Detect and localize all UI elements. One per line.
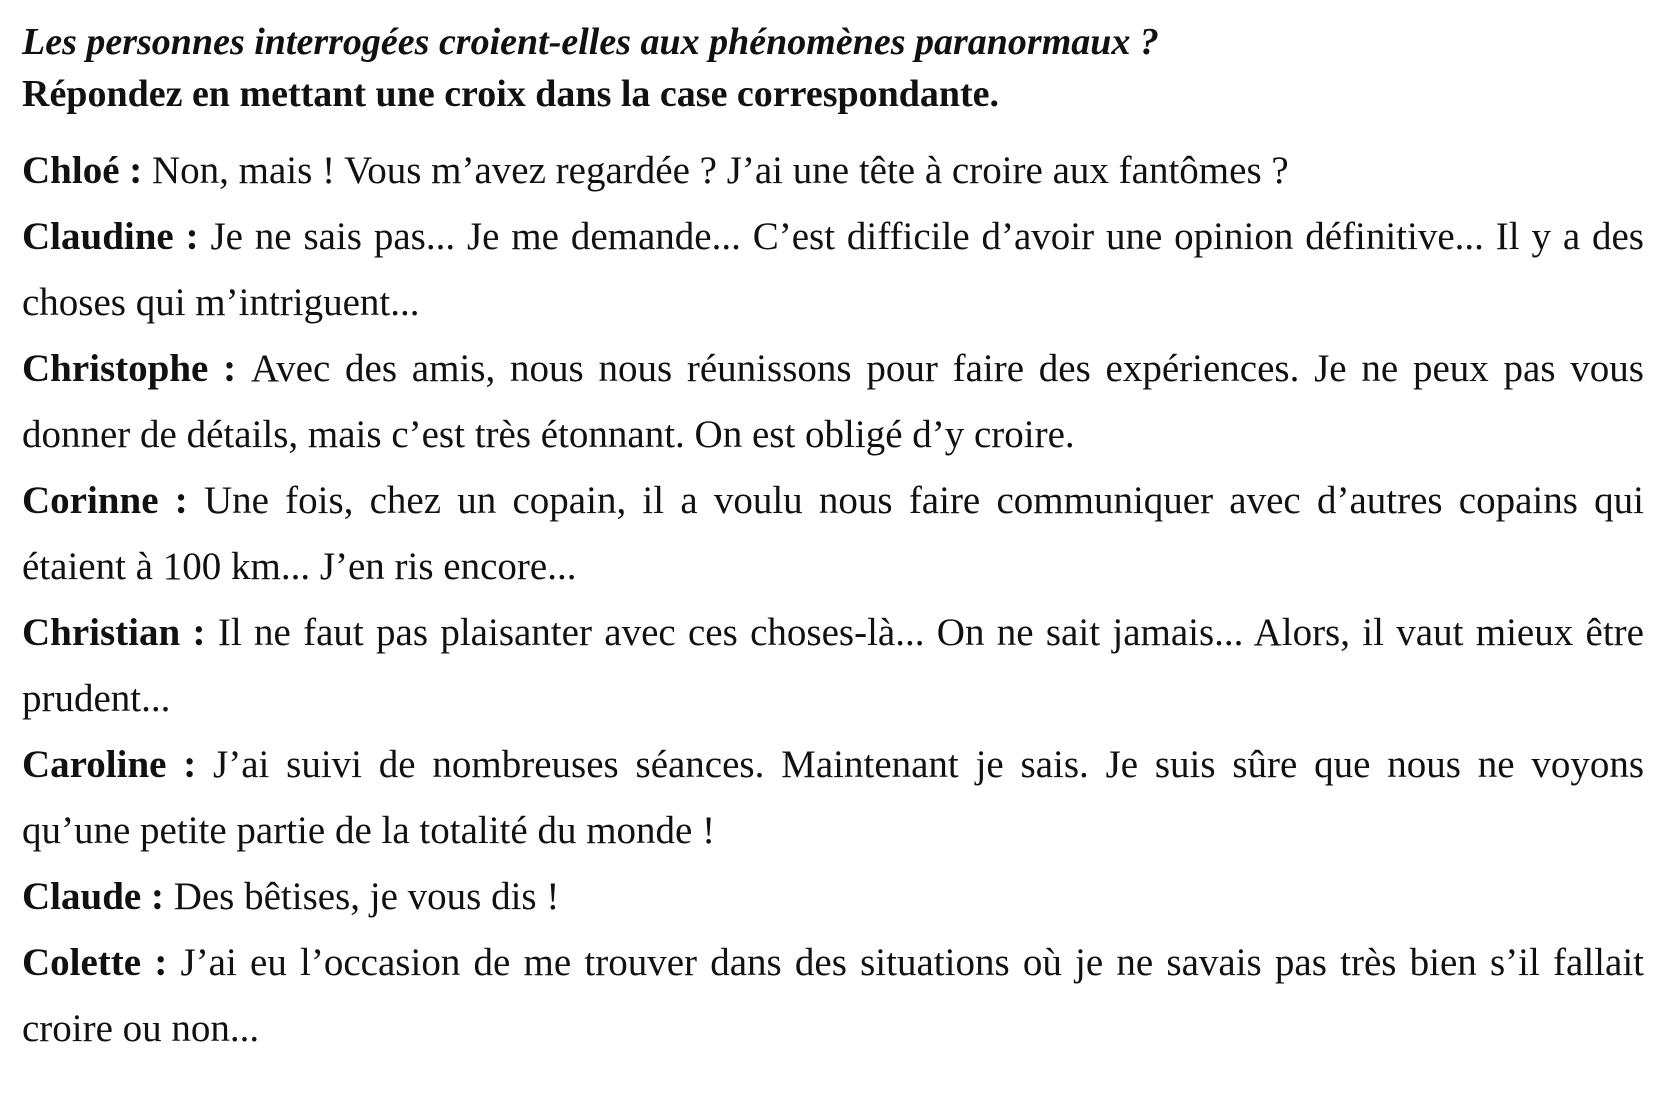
dialogue-entry-caroline <box>22 732 1644 864</box>
document-page <box>22 16 1644 1062</box>
speaker-text: Une fois, chez un copain, il a voulu nous faire communiquer avec d’autres copains qui étaient à 100 km... J’en ris encore... <box>22 479 1644 588</box>
speaker-text: J’ai eu l’occasion de me trouver dans des situations où je ne savais pas très bien s’il fallait croire ou non... <box>22 941 1644 1050</box>
dialogue-entry-christian <box>22 600 1644 732</box>
speaker-name: Colette <box>22 941 142 984</box>
speaker-name: Christophe <box>22 347 209 390</box>
speaker-name: Claudine <box>22 215 174 258</box>
dialogue-entry-christophe <box>22 336 1644 468</box>
speaker-name: Caroline <box>22 743 167 786</box>
speaker-separator: : <box>141 875 174 918</box>
speaker-separator: : <box>119 149 152 192</box>
speaker-separator: : <box>141 941 181 984</box>
speaker-separator: : <box>166 743 214 786</box>
dialogue-entry-chloe <box>22 138 1644 204</box>
speaker-text: Il ne faut pas plaisanter avec ces choses-là... On ne sait jamais... Alors, il vaut mieux être prudent... <box>22 611 1644 720</box>
speaker-name: Corinne <box>22 479 159 522</box>
dialogue-list <box>22 138 1644 1062</box>
speaker-separator: : <box>208 347 251 390</box>
speaker-separator: : <box>180 611 218 654</box>
speaker-text: Avec des amis, nous nous réunissons pour faire des expériences. Je ne peux pas vous donner de détails, mais c’est très étonnant. On est obligé d’y croire. <box>22 347 1644 456</box>
speaker-text: Je ne sais pas... Je me demande... C’est difficile d’avoir une opinion définitive... Il y a des choses qui m’intriguent... <box>22 215 1644 324</box>
speaker-separator: : <box>158 479 204 522</box>
speaker-text: Non, mais ! Vous m’avez regardée ? J’ai une tête à croire aux fantômes ? <box>152 149 1289 192</box>
directive-text: Répondez en mettant une croix dans la case correspondante. <box>22 73 1000 115</box>
speaker-separator: : <box>173 215 211 258</box>
speaker-text: J’ai suivi de nombreuses séances. Maintenant je sais. Je suis sûre que nous ne voyons qu’une petite partie de la totalité du monde ! <box>22 743 1644 852</box>
speaker-name: Chloé <box>22 149 120 192</box>
question-heading: Les personnes interrogées croient-elles aux phénomènes paranormaux ? <box>22 21 1159 63</box>
dialogue-entry-corinne <box>22 468 1644 600</box>
dialogue-entry-claude <box>22 864 1644 930</box>
dialogue-entry-claudine <box>22 204 1644 336</box>
speaker-name: Christian <box>22 611 181 654</box>
speaker-name: Claude <box>22 875 142 918</box>
instruction-block <box>22 16 1644 120</box>
speaker-text: Des bêtises, je vous dis ! <box>173 875 560 918</box>
dialogue-entry-colette <box>22 930 1644 1062</box>
